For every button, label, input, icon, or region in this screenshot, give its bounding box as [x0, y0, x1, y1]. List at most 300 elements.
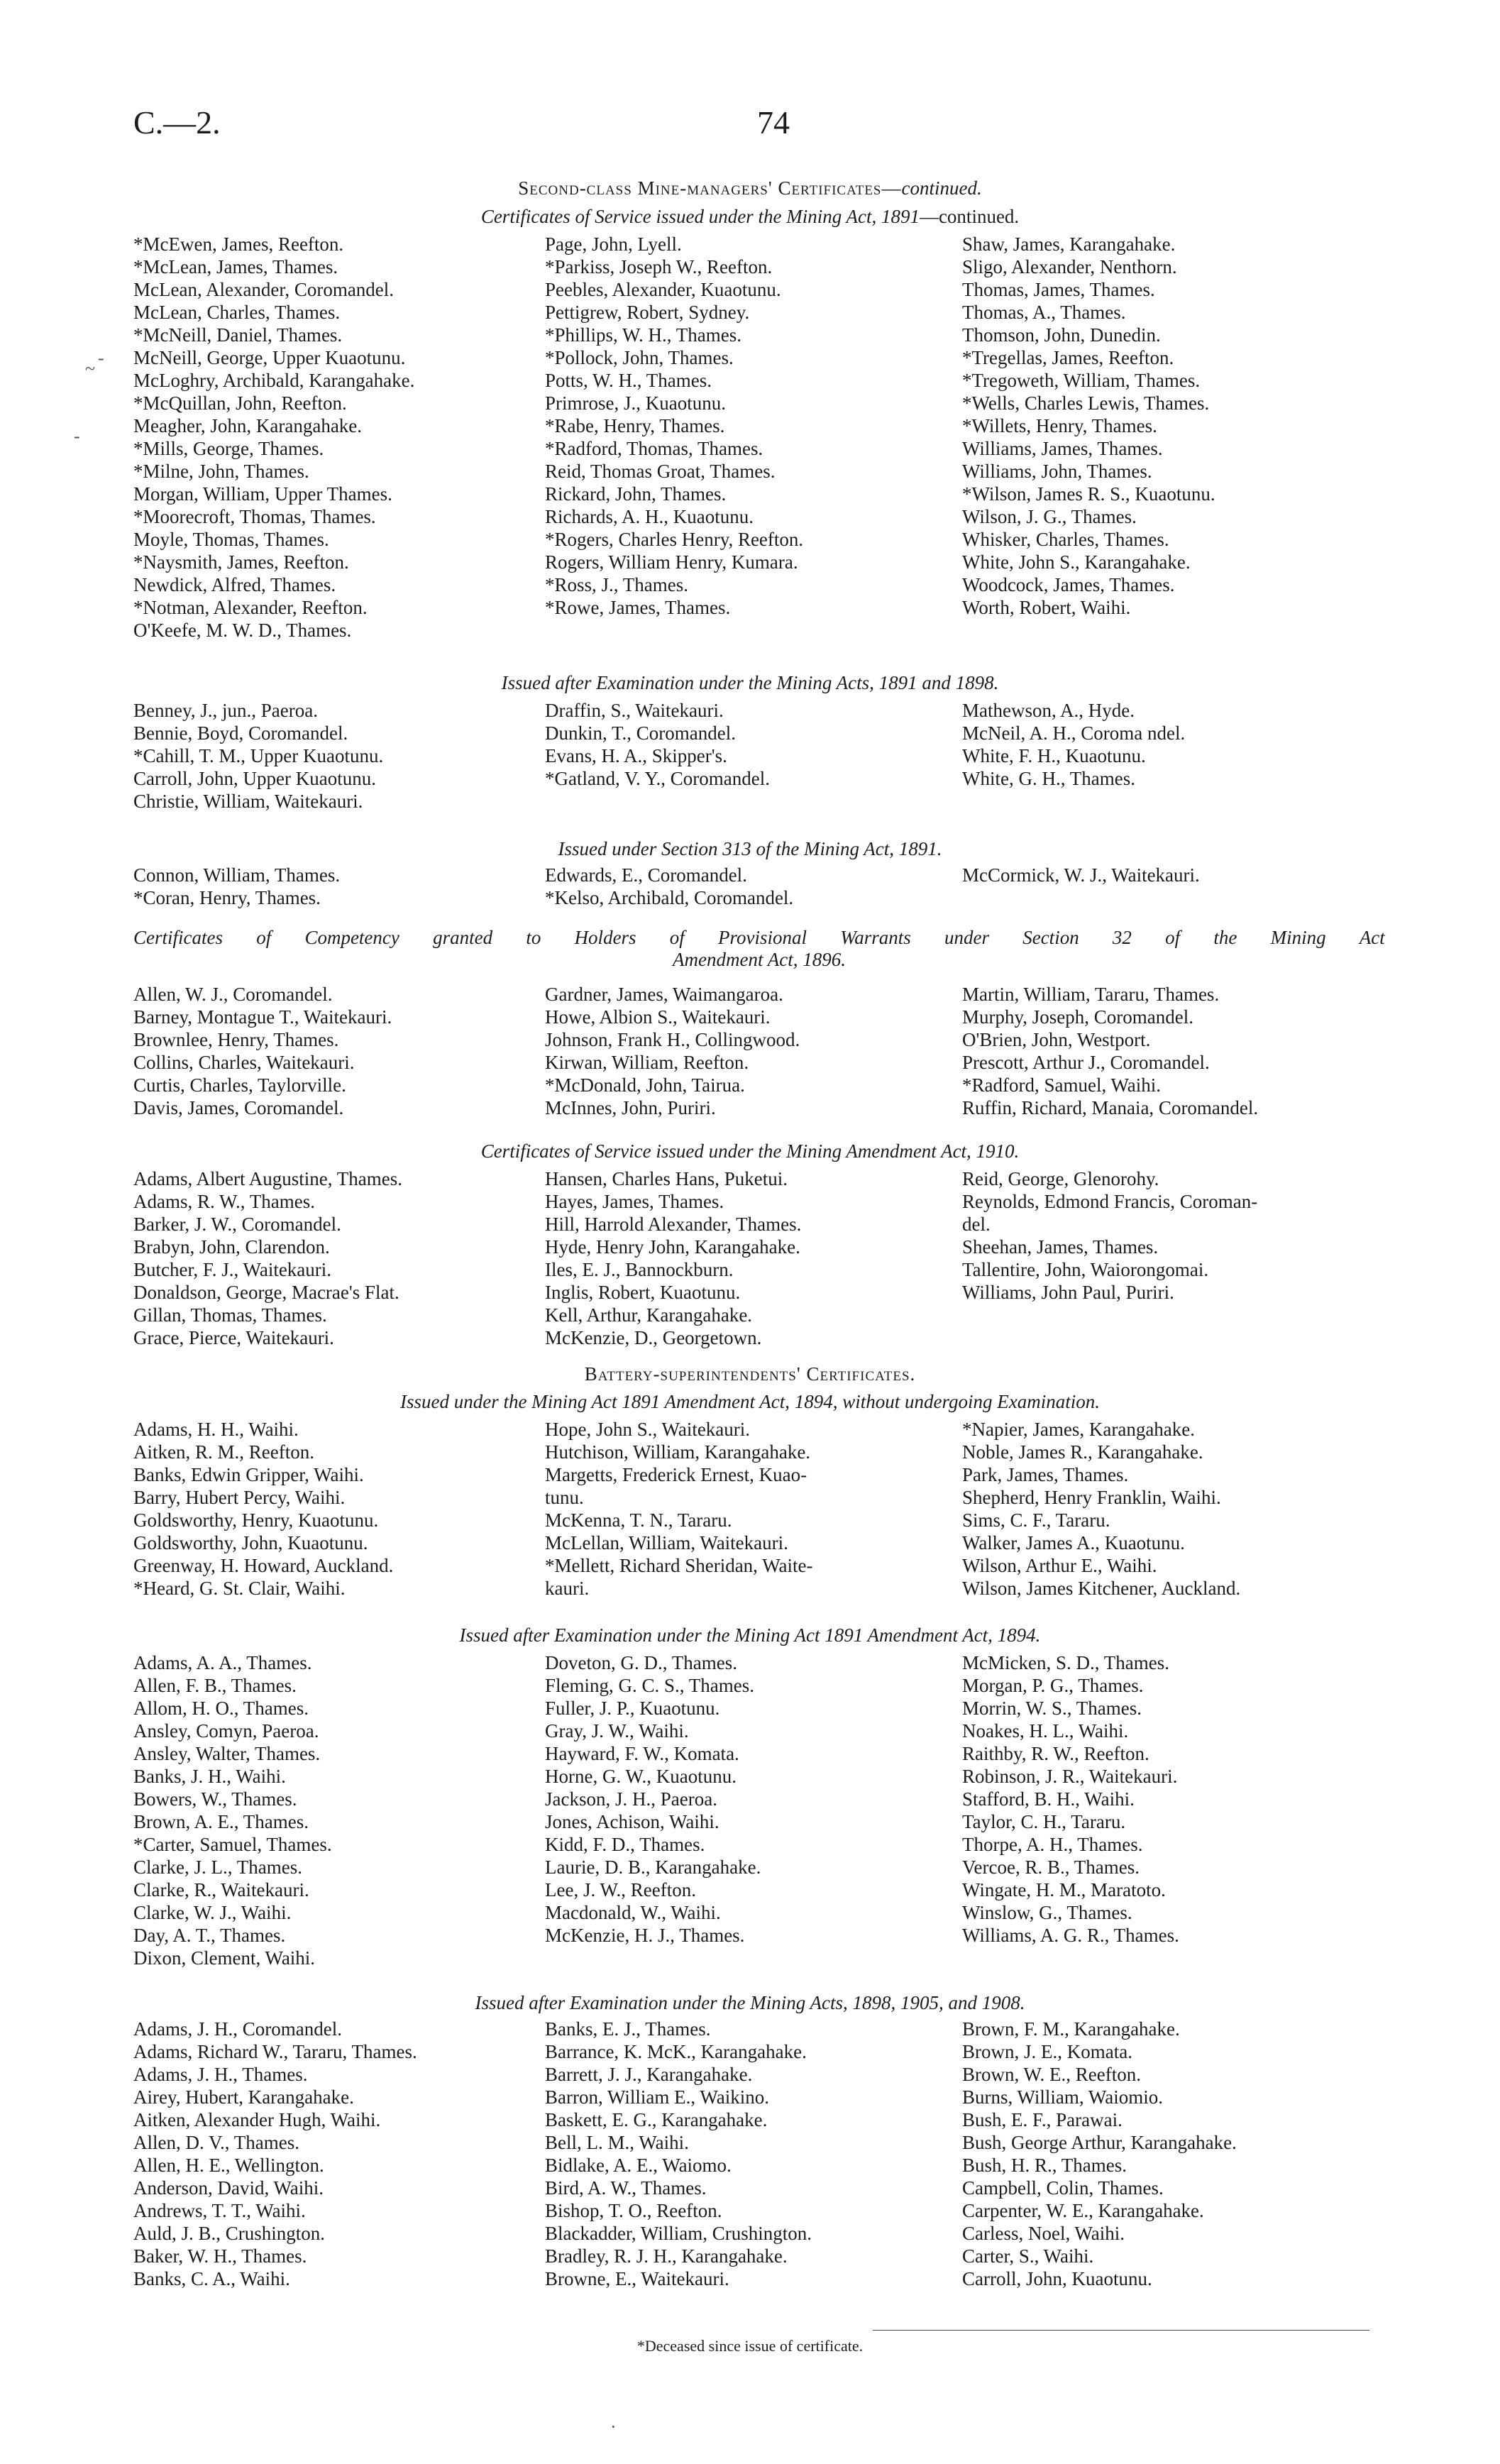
name-entry: Collins, Charles, Waitekauri. [133, 1052, 355, 1073]
list-row [0, 1924, 1500, 1947]
heading-word: of [256, 927, 272, 948]
name-entry: Thomas, A., Thames. [962, 302, 1126, 323]
competency-heading-line2: Amendment Act, 1896. [673, 949, 846, 970]
name-entry: McInnes, John, Puriri. [545, 1097, 716, 1118]
list-row [0, 1856, 1500, 1879]
margin-mark: ~ [85, 358, 96, 379]
name-entry: *Willets, Henry, Thames. [962, 415, 1157, 436]
name-entry: Baker, W. H., Thames. [133, 2245, 307, 2267]
list-row [0, 1651, 1500, 1674]
name-entry: White, F. H., Kuaotunu. [962, 745, 1146, 766]
list-row [0, 1167, 1500, 1190]
name-entry: Bradley, R. J. H., Karangahake. [545, 2245, 788, 2267]
section-heading-section-313: Issued under Section 313 of the Mining Act, 1891. [558, 838, 942, 859]
name-entry: Reynolds, Edmond Francis, Coroman- [962, 1191, 1258, 1212]
name-entry: Hill, Harrold Alexander, Thames. [545, 1214, 802, 1235]
heading-word: Section [1022, 927, 1079, 948]
name-entry: Aitken, Alexander Hugh, Waihi. [133, 2109, 381, 2130]
name-entry: Dixon, Clement, Waihi. [133, 1947, 316, 1969]
name-entry: *Carter, Samuel, Thames. [133, 1834, 332, 1855]
name-entry: Morrin, W. S., Thames. [962, 1698, 1142, 1719]
list-row [0, 864, 1500, 886]
name-entry: *Radford, Samuel, Waihi. [962, 1074, 1162, 1096]
name-entry: Ansley, Walter, Thames. [133, 1743, 321, 1764]
name-entry: Hope, John S., Waitekauri. [545, 1419, 751, 1440]
name-entry: McNeill, George, Upper Kuaotunu. [133, 347, 406, 368]
name-entry: *Tregoweth, William, Thames. [962, 370, 1201, 391]
footnote: *Deceased since issue of certificate. [636, 2337, 864, 2355]
list-row [0, 1674, 1500, 1697]
name-entry: Williams, James, Thames. [962, 438, 1163, 459]
name-entry: Wilson, Arthur E., Waihi. [962, 1555, 1157, 1576]
heading-word: 32 [1112, 927, 1132, 948]
list-row [0, 1418, 1500, 1441]
list-row [0, 744, 1500, 767]
name-entry: *Notman, Alexander, Reefton. [133, 597, 368, 618]
heading-word: Warrants [840, 927, 911, 948]
name-entry: Richards, A. H., Kuaotunu. [545, 506, 754, 527]
name-entry: McLean, Charles, Thames. [133, 302, 341, 323]
name-entry: Williams, John, Thames. [962, 461, 1152, 482]
name-entry: Bush, E. F., Parawai. [962, 2109, 1123, 2130]
list-row [0, 301, 1500, 324]
name-entry: Allen, D. V., Thames. [133, 2132, 299, 2153]
list-row [0, 346, 1500, 369]
list-row [0, 1190, 1500, 1213]
bottom-mark: · [610, 2416, 617, 2437]
name-entry: Benney, J., jun., Paeroa. [133, 700, 318, 721]
list-row [0, 1531, 1500, 1554]
name-entry: Wilson, James Kitchener, Auckland. [962, 1578, 1241, 1599]
list-row [0, 1028, 1500, 1051]
name-entry: Allen, F. B., Thames. [133, 1675, 297, 1696]
name-entry: Tallentire, John, Waiorongomai. [962, 1259, 1209, 1280]
list-row [0, 1742, 1500, 1765]
name-entry: Adams, H. H., Waihi. [133, 1419, 299, 1440]
list-row [0, 886, 1500, 909]
list-row [0, 767, 1500, 790]
name-entry: Stafford, B. H., Waihi. [962, 1788, 1135, 1810]
name-entry: Williams, A. G. R., Thames. [962, 1925, 1179, 1946]
name-entry: White, John S., Karangahake. [962, 551, 1191, 573]
name-entry: Thomas, James, Thames. [962, 279, 1155, 300]
name-entry: *Cahill, T. M., Upper Kuaotunu. [133, 745, 384, 766]
list-row [0, 1096, 1500, 1119]
section-heading-text: Certificates of Service issued under the Mining Act, 1891 [480, 206, 920, 227]
heading-word: of [1165, 927, 1181, 948]
list-row [0, 483, 1500, 505]
name-entry: Shepherd, Henry Franklin, Waihi. [962, 1487, 1221, 1508]
heading-word: Holders [574, 927, 636, 948]
battery-title: Battery-superintendents' Certificates. [584, 1363, 916, 1385]
name-entry: Murphy, Joseph, Coromandel. [962, 1006, 1193, 1028]
name-entry: *Moorecroft, Thomas, Thames. [133, 506, 376, 527]
name-entry: McLoghry, Archibald, Karangahake. [133, 370, 415, 391]
name-entry: Horne, G. W., Kuaotunu. [545, 1766, 737, 1787]
name-entry: Winslow, G., Thames. [962, 1902, 1132, 1923]
name-entry: O'Brien, John, Westport. [962, 1029, 1151, 1050]
name-entry: Bird, A. W., Thames. [545, 2177, 707, 2199]
list-row [0, 551, 1500, 573]
main-title-text: Second-class Mine-managers' Certificates— [518, 177, 902, 199]
section-heading-exam-1898-1905-1908: Issued after Examination under the Mining Acts, 1898, 1905, and 1908. [475, 1992, 1025, 2013]
name-entry: Bidlake, A. E., Waiomo. [545, 2155, 732, 2176]
name-entry: Peebles, Alexander, Kuaotunu. [545, 279, 781, 300]
name-entry: Airey, Hubert, Karangahake. [133, 2086, 354, 2108]
name-entry: Worth, Robert, Waihi. [962, 597, 1131, 618]
name-entry: Andrews, T. T., Waihi. [133, 2200, 306, 2221]
list-row [0, 1901, 1500, 1924]
heading-word: of [669, 927, 685, 948]
name-entry: Christie, William, Waitekauri. [133, 791, 363, 812]
name-entry: Sligo, Alexander, Nenthorn. [962, 256, 1177, 277]
name-entry: Bush, H. R., Thames. [962, 2155, 1127, 2176]
heading-word: the [1213, 927, 1237, 948]
name-entry: Kirwan, William, Reefton. [545, 1052, 749, 1073]
list-row [0, 1554, 1500, 1577]
name-entry: Prescott, Arthur J., Coromandel. [962, 1052, 1210, 1073]
name-entry: Sims, C. F., Tararu. [962, 1509, 1110, 1531]
name-entry: Potts, W. H., Thames. [545, 370, 712, 391]
name-entry: Thomson, John, Dunedin. [962, 324, 1161, 346]
name-entry: McLellan, William, Waitekauri. [545, 1532, 788, 1553]
list-row [0, 1720, 1500, 1742]
list-row [0, 414, 1500, 437]
name-entry: Laurie, D. B., Karangahake. [545, 1857, 761, 1878]
name-entry: Barney, Montague T., Waitekauri. [133, 1006, 392, 1028]
list-row [0, 983, 1500, 1006]
name-entry: McCormick, W. J., Waitekauri. [962, 864, 1200, 886]
name-entry: Noakes, H. L., Waihi. [962, 1720, 1129, 1742]
name-entry: *McDonald, John, Tairua. [545, 1074, 745, 1096]
name-entry: Reid, George, Glenorohy. [962, 1168, 1159, 1189]
list-row [0, 2199, 1500, 2222]
list-row [0, 1509, 1500, 1531]
name-entry: Baskett, E. G., Karangahake. [545, 2109, 768, 2130]
name-entry: Ansley, Comyn, Paeroa. [133, 1720, 319, 1742]
footer-rule-right [873, 2330, 1369, 2331]
list-row [0, 1788, 1500, 1810]
name-entry: Bell, L. M., Waihi. [545, 2132, 689, 2153]
list-row [0, 722, 1500, 744]
name-entry: Carter, S., Waihi. [962, 2245, 1094, 2267]
name-entry: Inglis, Robert, Kuaotunu. [545, 1282, 741, 1303]
name-entry: Clarke, W. J., Waihi. [133, 1902, 292, 1923]
list-row [0, 1281, 1500, 1304]
name-entry: McLean, Alexander, Coromandel. [133, 279, 395, 300]
name-entry: Gardner, James, Waimangaroa. [545, 984, 783, 1005]
list-row [0, 1051, 1500, 1074]
list-row [0, 2108, 1500, 2131]
name-entry: Browne, E., Waitekauri. [545, 2268, 729, 2289]
heading-word: Provisional [718, 927, 807, 948]
list-row [0, 2245, 1500, 2267]
list-row [0, 2131, 1500, 2154]
name-entry: Anderson, David, Waihi. [133, 2177, 324, 2199]
name-entry: *Wells, Charles Lewis, Thames. [962, 392, 1210, 414]
name-entry: *Rogers, Charles Henry, Reefton. [545, 529, 804, 550]
section-heading-service-1910: Certificates of Service issued under the Mining Amendment Act, 1910. [480, 1140, 1020, 1162]
list-row [0, 460, 1500, 483]
name-entry: Brown, F. M., Karangahake. [962, 2018, 1180, 2040]
name-entry: Adams, Richard W., Tararu, Thames. [133, 2041, 417, 2062]
name-entry: Williams, John Paul, Puriri. [962, 1282, 1174, 1303]
name-entry: Aitken, R. M., Reefton. [133, 1441, 314, 1463]
name-entry: Evans, H. A., Skipper's. [545, 745, 727, 766]
name-entry: Park, James, Thames. [962, 1464, 1129, 1485]
name-entry: Clarke, R., Waitekauri. [133, 1879, 309, 1901]
name-entry: Kell, Arthur, Karangahake. [545, 1304, 753, 1326]
list-row [0, 2040, 1500, 2063]
name-entry: Goldsworthy, John, Kuaotunu. [133, 1532, 368, 1553]
name-entry: *Rowe, James, Thames. [545, 597, 731, 618]
list-row [0, 392, 1500, 414]
list-row [0, 1486, 1500, 1509]
name-entry: Davis, James, Coromandel. [133, 1097, 344, 1118]
name-entry: Carpenter, W. E., Karangahake. [962, 2200, 1204, 2221]
name-entry: Donaldson, George, Macrae's Flat. [133, 1282, 399, 1303]
list-row [0, 2177, 1500, 2199]
name-entry: McKenzie, H. J., Thames. [545, 1925, 745, 1946]
name-entry: Kidd, F. D., Thames. [545, 1834, 705, 1855]
list-row [0, 255, 1500, 278]
name-entry: Burns, William, Waiomio. [962, 2086, 1163, 2108]
list-row [0, 2063, 1500, 2086]
name-entry: Howe, Albion S., Waitekauri. [545, 1006, 771, 1028]
list-row [0, 790, 1500, 813]
heading-word: Competency [304, 927, 399, 948]
name-entry: Robinson, J. R., Waitekauri. [962, 1766, 1178, 1787]
list-row [0, 1074, 1500, 1096]
list-row [0, 1326, 1500, 1349]
name-entry: Jackson, J. H., Paeroa. [545, 1788, 717, 1810]
name-entry: Jones, Achison, Waihi. [545, 1811, 719, 1832]
list-row [0, 699, 1500, 722]
list-row [0, 2222, 1500, 2245]
heading-word: granted [433, 927, 493, 948]
name-entry: Rickard, John, Thames. [545, 483, 727, 505]
name-entry: Dunkin, T., Coromandel. [545, 722, 736, 744]
name-entry: Pettigrew, Robert, Sydney. [545, 302, 750, 323]
name-entry: Moyle, Thomas, Thames. [133, 529, 329, 550]
name-entry: *Wilson, James R. S., Kuaotunu. [962, 483, 1215, 505]
name-entry: Adams, R. W., Thames. [133, 1191, 315, 1212]
name-entry: Allom, H. O., Thames. [133, 1698, 309, 1719]
list-row [0, 369, 1500, 392]
name-entry: *Tregellas, James, Reefton. [962, 347, 1174, 368]
name-entry: *Pollock, John, Thames. [545, 347, 734, 368]
name-entry: Adams, J. H., Coromandel. [133, 2018, 342, 2040]
heading-word: to [526, 927, 541, 948]
list-row [0, 437, 1500, 460]
name-entry: Hayes, James, Thames. [545, 1191, 724, 1212]
name-entry: McKenna, T. N., Tararu. [545, 1509, 732, 1531]
name-entry: Barry, Hubert Percy, Waihi. [133, 1487, 346, 1508]
heading-word: Act [1359, 927, 1385, 948]
name-entry: Raithby, R. W., Reefton. [962, 1743, 1149, 1764]
name-entry: McNeil, A. H., Coroma ndel. [962, 722, 1186, 744]
name-entry: Brownlee, Henry, Thames. [133, 1029, 339, 1050]
name-entry: Brown, J. E., Komata. [962, 2041, 1132, 2062]
name-entry: Adams, Albert Augustine, Thames. [133, 1168, 402, 1189]
list-row [0, 1213, 1500, 1236]
name-entry: Page, John, Lyell. [545, 233, 682, 255]
name-entry: *Phillips, W. H., Thames. [545, 324, 742, 346]
name-entry: Blackadder, William, Crushington. [545, 2223, 812, 2244]
name-entry: Rogers, William Henry, Kumara. [545, 551, 798, 573]
name-entry: O'Keefe, M. W. D., Thames. [133, 620, 352, 641]
list-row [0, 233, 1500, 255]
heading-word: under [944, 927, 989, 948]
name-entry: Wingate, H. M., Maratoto. [962, 1879, 1166, 1901]
name-entry: Connon, William, Thames. [133, 864, 341, 886]
document-code: C.—2. [133, 104, 221, 141]
list-row [0, 1441, 1500, 1463]
section-heading-exam-1891-1898: Issued after Examination under the Mining Acts, 1891 and 1898. [501, 672, 999, 693]
name-entry: White, G. H., Thames. [962, 768, 1135, 789]
name-entry: Brown, W. E., Reefton. [962, 2064, 1141, 2085]
list-row [0, 1258, 1500, 1281]
name-entry: Johnson, Frank H., Collingwood. [545, 1029, 800, 1050]
list-row [0, 573, 1500, 596]
name-entry: *Kelso, Archibald, Coromandel. [545, 887, 794, 908]
name-entry: *Parkiss, Joseph W., Reefton. [545, 256, 773, 277]
section-heading-competency-1896 [133, 927, 1385, 971]
name-entry: Brown, A. E., Thames. [133, 1811, 309, 1832]
name-entry: Whisker, Charles, Thames. [962, 529, 1169, 550]
list-row [0, 1697, 1500, 1720]
name-entry: Banks, E. J., Thames. [545, 2018, 711, 2040]
name-entry: Morgan, William, Upper Thames. [133, 483, 392, 505]
name-entry: Curtis, Charles, Taylorville. [133, 1074, 346, 1096]
list-row [0, 505, 1500, 528]
name-entry: *Coran, Henry, Thames. [133, 887, 321, 908]
name-entry: Walker, James A., Kuaotunu. [962, 1532, 1185, 1553]
name-entry: Mathewson, A., Hyde. [962, 700, 1135, 721]
name-entry: Reid, Thomas Groat, Thames. [545, 461, 776, 482]
name-entry: Gray, J. W., Waihi. [545, 1720, 689, 1742]
list-row [0, 2267, 1500, 2290]
list-row [0, 596, 1500, 619]
name-entry: Noble, James R., Karangahake. [962, 1441, 1203, 1463]
name-entry: Adams, A. A., Thames. [133, 1652, 312, 1673]
name-entry: Bush, George Arthur, Karangahake. [962, 2132, 1237, 2153]
competency-heading-line1 [133, 927, 1385, 949]
list-row [0, 324, 1500, 346]
name-entry: Wilson, J. G., Thames. [962, 506, 1137, 527]
list-row [0, 619, 1500, 642]
name-entry: *McEwen, James, Reefton. [133, 233, 344, 255]
section-heading-battery-1894-exam: Issued after Examination under the Mining Act 1891 Amendment Act, 1894. [459, 1624, 1041, 1646]
name-entry: del. [962, 1214, 991, 1235]
list-row [0, 1947, 1500, 1969]
main-title [0, 177, 1500, 199]
name-entry: Edwards, E., Coromandel. [545, 864, 747, 886]
margin-mark: - [98, 348, 104, 368]
name-entry: Taylor, C. H., Tararu. [962, 1811, 1126, 1832]
name-entry: Macdonald, W., Waihi. [545, 1902, 721, 1923]
name-entry: Butcher, F. J., Waitekauri. [133, 1259, 332, 1280]
list-row [0, 1765, 1500, 1788]
list-row [0, 2154, 1500, 2177]
heading-word: Mining [1270, 927, 1326, 948]
name-entry: Banks, Edwin Gripper, Waihi. [133, 1464, 364, 1485]
name-entry: Hyde, Henry John, Karangahake. [545, 1236, 800, 1258]
section-heading-suffix: —continued. [919, 206, 1020, 227]
name-entry: *McNeill, Daniel, Thames. [133, 324, 343, 346]
name-entry: Fleming, G. C. S., Thames. [545, 1675, 755, 1696]
page-number: 74 [757, 104, 790, 141]
name-entry: Clarke, J. L., Thames. [133, 1857, 302, 1878]
name-entry: Adams, J. H., Thames. [133, 2064, 308, 2085]
name-entry: Goldsworthy, Henry, Kuaotunu. [133, 1509, 379, 1531]
name-entry: Martin, William, Tararu, Thames. [962, 984, 1220, 1005]
list-row [0, 1879, 1500, 1901]
name-entry: Morgan, P. G., Thames. [962, 1675, 1144, 1696]
name-entry: Sheehan, James, Thames. [962, 1236, 1159, 1258]
name-entry: kauri. [545, 1578, 590, 1599]
name-entry: Bishop, T. O., Reefton. [545, 2200, 722, 2221]
name-entry: Brabyn, John, Clarendon. [133, 1236, 330, 1258]
name-entry: *Heard, G. St. Clair, Waihi. [133, 1578, 346, 1599]
heading-word: Certificates [133, 927, 223, 948]
list-row [0, 1833, 1500, 1856]
section-heading-battery-1894-no-exam: Issued under the Mining Act 1891 Amendment Act, 1894, without undergoing Examination. [400, 1391, 1100, 1412]
name-entry: Margetts, Frederick Ernest, Kuao- [545, 1464, 807, 1485]
name-entry: Meagher, John, Karangahake. [133, 415, 363, 436]
name-entry: McKenzie, D., Georgetown. [545, 1327, 762, 1348]
list-row [0, 1006, 1500, 1028]
name-entry: Vercoe, R. B., Thames. [962, 1857, 1140, 1878]
name-entry: *Napier, James, Karangahake. [962, 1419, 1196, 1440]
name-entry: Gillan, Thomas, Thames. [133, 1304, 327, 1326]
name-entry: Hayward, F. W., Komata. [545, 1743, 739, 1764]
name-entry: *Milne, John, Thames. [133, 461, 309, 482]
name-entry: Shaw, James, Karangahake. [962, 233, 1176, 255]
main-title-continued: continued. [901, 177, 982, 199]
name-entry: Carroll, John, Kuaotunu. [962, 2268, 1152, 2289]
list-row [0, 528, 1500, 551]
name-entry: Newdick, Alfred, Thames. [133, 574, 336, 595]
list-row [0, 1236, 1500, 1258]
name-entry: Carroll, John, Upper Kuaotunu. [133, 768, 376, 789]
list-row [0, 1810, 1500, 1833]
name-entry: Draffin, S., Waitekauri. [545, 700, 724, 721]
margin-mark: - [74, 426, 80, 446]
name-entry: Grace, Pierce, Waitekauri. [133, 1327, 334, 1348]
name-entry: Bowers, W., Thames. [133, 1788, 297, 1810]
name-entry: Doveton, G. D., Thames. [545, 1652, 737, 1673]
name-entry: Barker, J. W., Coromandel. [133, 1214, 341, 1235]
name-entry: Auld, J. B., Crushington. [133, 2223, 326, 2244]
name-entry: Banks, C. A., Waihi. [133, 2268, 290, 2289]
name-entry: *McQuillan, John, Reefton. [133, 392, 347, 414]
name-entry: Woodcock, James, Thames. [962, 574, 1175, 595]
name-entry: *Gatland, V. Y., Coromandel. [545, 768, 770, 789]
name-entry: *Radford, Thomas, Thames. [545, 438, 763, 459]
list-row [0, 2086, 1500, 2108]
name-entry: Fuller, J. P., Kuaotunu. [545, 1698, 720, 1719]
name-entry: Ruffin, Richard, Manaia, Coromandel. [962, 1097, 1259, 1118]
name-entry: *Mellett, Richard Sheridan, Waite- [545, 1555, 813, 1576]
name-entry: Barrance, K. McK., Karangahake. [545, 2041, 807, 2062]
name-entry: Barrett, J. J., Karangahake. [545, 2064, 753, 2085]
name-entry: McMicken, S. D., Thames. [962, 1652, 1169, 1673]
name-entry: *Ross, J., Thames. [545, 574, 689, 595]
name-entry: Primrose, J., Kuaotunu. [545, 392, 726, 414]
name-entry: Banks, J. H., Waihi. [133, 1766, 286, 1787]
name-entry: Thorpe, A. H., Thames. [962, 1834, 1143, 1855]
